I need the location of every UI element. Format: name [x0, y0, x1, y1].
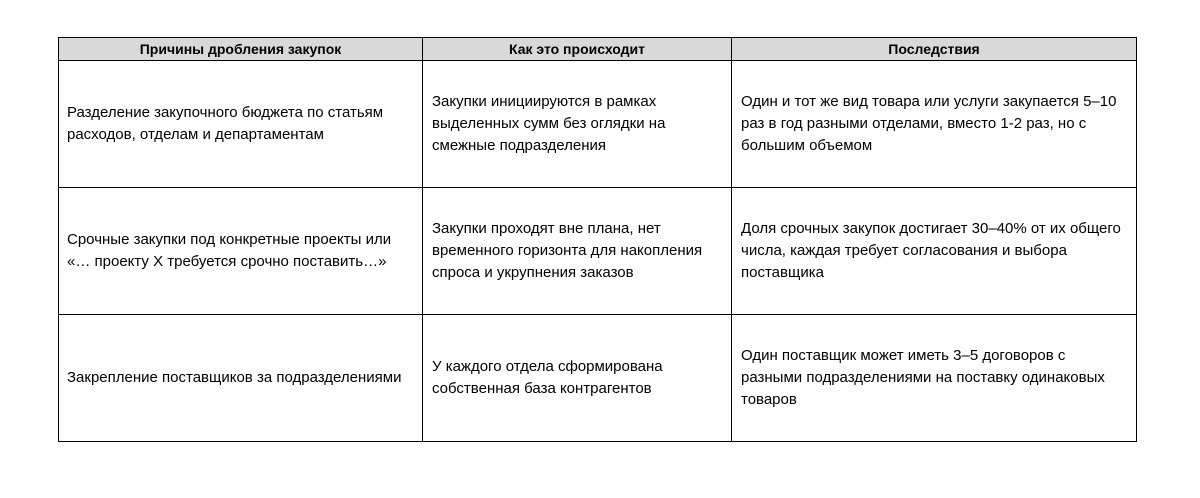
reason-text: Срочные закупки под конкретные проекты или «… проекту X требуется срочно поставить…» — [67, 231, 392, 270]
reason-cell — [59, 61, 423, 188]
reason-text: Закрепление поставщиков за подразделениями — [67, 369, 402, 386]
how-text: У каждого отдела сформирована собственная база контрагентов — [432, 358, 663, 397]
header-row — [59, 38, 1137, 61]
how-cell — [423, 188, 732, 315]
consequence-cell — [732, 61, 1137, 188]
consequence-cell — [732, 315, 1137, 442]
how-cell — [423, 315, 732, 442]
procurement-fragmentation-table — [58, 37, 1137, 442]
reason-cell — [59, 188, 423, 315]
header-reasons: Причины дробления закупок — [59, 38, 423, 61]
how-cell — [423, 61, 732, 188]
table-row — [59, 61, 1137, 188]
table-row — [59, 188, 1137, 315]
consequence-cell — [732, 188, 1137, 315]
consequence-text: Один поставщик может иметь 3–5 договоров с разными подразделениями на поставку одинаковых товаров — [741, 347, 1105, 408]
how-text: Закупки проходят вне плана, нет временного горизонта для накопления спроса и укрупнения заказов — [432, 220, 703, 281]
how-text: Закупки инициируются в рамках выделенных сумм без оглядки на смежные подразделения — [432, 93, 666, 154]
table-row — [59, 315, 1137, 442]
consequence-text: Один и тот же вид товара или услуги закупается 5–10 раз в год разными отделами, вместо 1-2 раз, но с большим объемом — [741, 93, 1117, 154]
reason-cell — [59, 315, 423, 442]
reason-text: Разделение закупочного бюджета по статьям расходов, отделам и департаментам — [67, 104, 384, 143]
header-how: Как это происходит — [423, 38, 732, 61]
consequence-text: Доля срочных закупок достигает 30–40% от их общего числа, каждая требует согласования и выбора поставщика — [741, 220, 1121, 281]
header-consequences: Последствия — [732, 38, 1137, 61]
